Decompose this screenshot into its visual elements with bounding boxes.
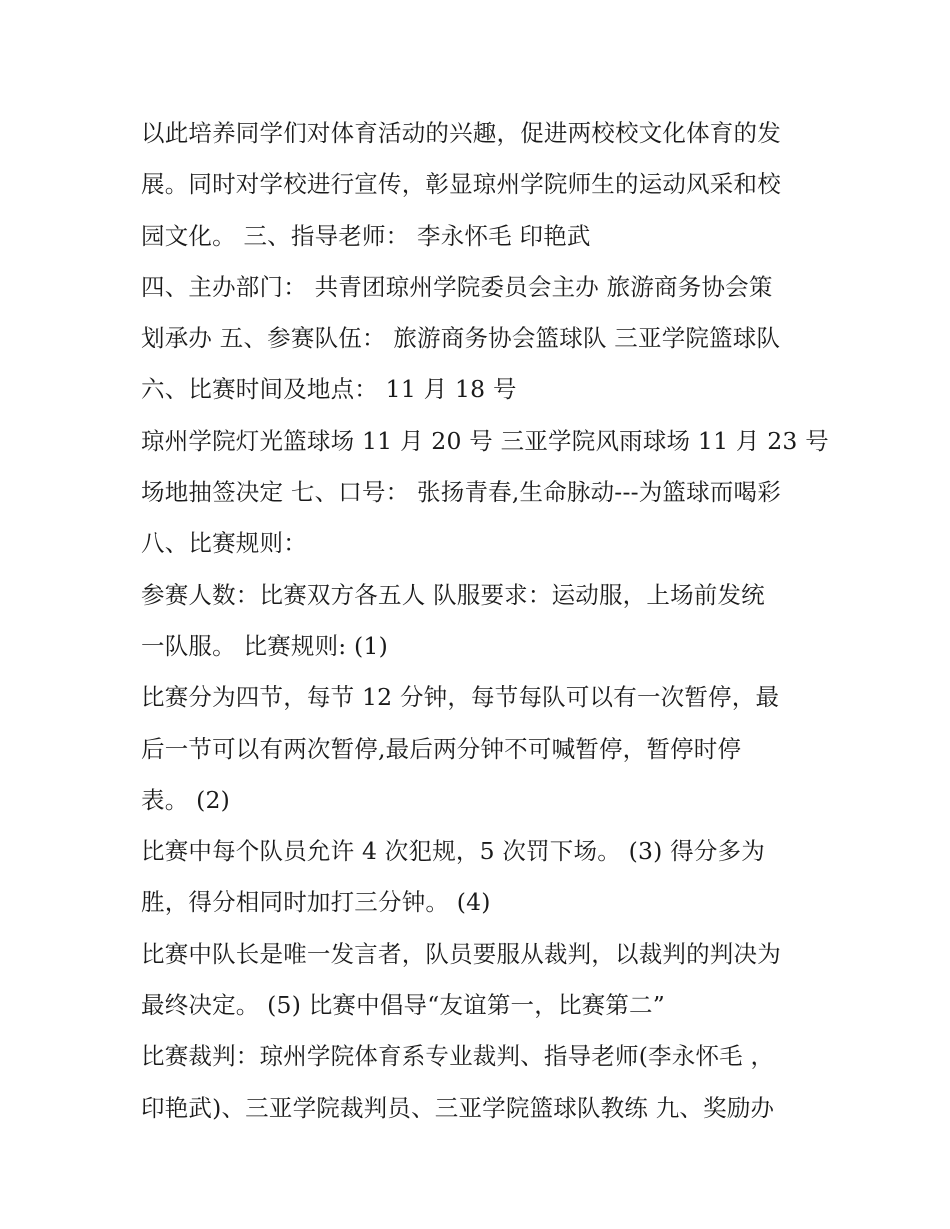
text-line: 比赛裁判：琼州学院体育系专业裁判、指导老师(李永怀毛 ， bbox=[141, 1042, 775, 1071]
text-line: 琼州学院灯光篮球场 11 月 20 号 三亚学院风雨球场 11 月 23 号 bbox=[141, 426, 829, 455]
text-line: 以此培养同学们对体育活动的兴趣，促进两校校文化体育的发 bbox=[141, 119, 781, 147]
text-line: 后一节可以有两次暂停,最后两分钟不可喊暂停，暂停时停 bbox=[141, 734, 742, 763]
text-line: 参赛人数：比赛双方各五人 队服要求：运动服，上场前发统 bbox=[141, 580, 765, 609]
text-line: 一队服。 比赛规则: (1) bbox=[141, 631, 388, 660]
text-line: 表。 (2) bbox=[141, 785, 230, 814]
text-line: 四、主办部门： 共青团琼州学院委员会主办 旅游商务协会策 bbox=[141, 272, 773, 301]
text-line: 比赛中队长是唯一发言者，队员要服从裁判，以裁判的判决为 bbox=[141, 939, 781, 968]
text-line: 园文化。 三、指导老师： 李永怀毛 印艳武 bbox=[141, 221, 591, 250]
document-body bbox=[141, 108, 841, 1134]
text-line: 八、比赛规则： bbox=[141, 529, 307, 558]
text-line: 六、比赛时间及地点： 11 月 18 号 bbox=[141, 375, 517, 404]
text-line: 比赛中每个队员允许 4 次犯规，5 次罚下场。 (3) 得分多为 bbox=[141, 837, 765, 866]
text-line: 印艳武)、三亚学院裁判员、三亚学院篮球队教练 九、奖励办 bbox=[141, 1093, 775, 1122]
text-line: 比赛分为四节，每节 12 分钟，每节每队可以有一次暂停，最 bbox=[141, 683, 780, 712]
text-line: 划承办 五、参赛队伍： 旅游商务协会篮球队 三亚学院篮球队 bbox=[141, 324, 781, 353]
text-line: 最终决定。 (5) 比赛中倡导“友谊第一，比赛第二” bbox=[141, 991, 665, 1020]
text-line: 胜，得分相同时加打三分钟。 (4) bbox=[141, 888, 491, 917]
text-line: 展。同时对学校进行宣传，彰显琼州学院师生的运动风采和校 bbox=[141, 170, 781, 199]
text-line: 场地抽签决定 七、口号： 张扬青春,生命脉动---为篮球而喝彩 bbox=[141, 478, 781, 507]
